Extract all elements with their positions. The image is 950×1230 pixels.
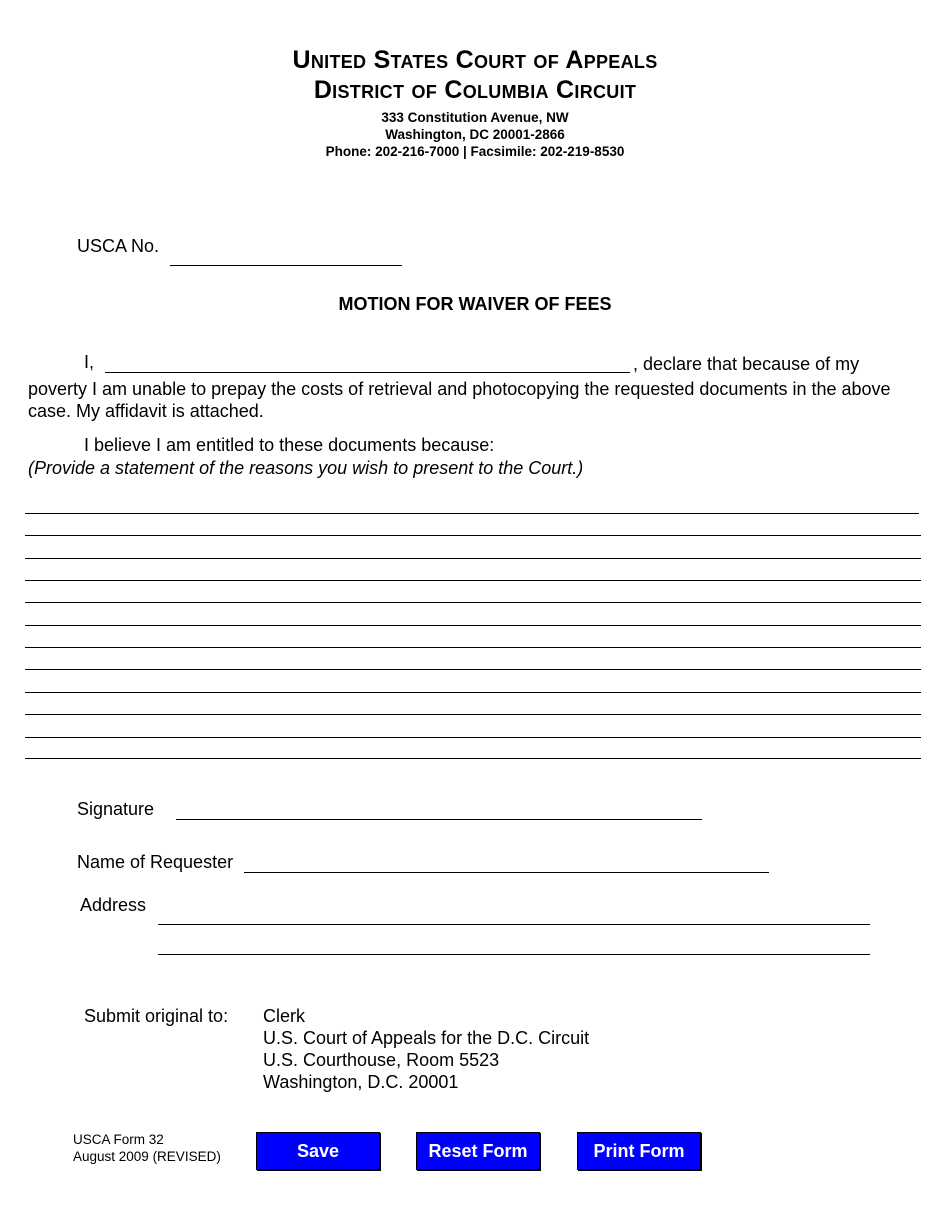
usca-no-field[interactable]: [170, 244, 402, 266]
signature-field[interactable]: [176, 819, 702, 820]
print-form-button[interactable]: Print Form: [577, 1132, 701, 1170]
reasons-textarea[interactable]: [25, 490, 921, 762]
declarant-name-field[interactable]: [105, 352, 630, 373]
form-number: USCA Form 32: [73, 1132, 164, 1147]
declaration-text: poverty I am unable to prepay the costs of retrieval and photocopying the requested documents in the above case. My affidavit is attached.: [28, 379, 891, 421]
declaration-suffix: , declare that because of my: [633, 354, 860, 374]
reason-line: [25, 602, 921, 603]
address-line2-field[interactable]: [158, 954, 870, 955]
reasons-intro: I believe I am entitled to these documents because:: [84, 435, 495, 455]
reason-line: [25, 513, 919, 514]
declaration-prefix: I,: [84, 352, 95, 372]
reason-line: [25, 625, 921, 626]
reset-form-button[interactable]: Reset Form: [416, 1132, 540, 1170]
court-city-address: Washington, DC 20001-2866: [385, 127, 565, 142]
court-name: United States Court of Appeals: [292, 46, 658, 74]
address-label: Address: [80, 895, 147, 915]
court-street-address: 333 Constitution Avenue, NW: [381, 110, 569, 125]
reason-line: [25, 669, 921, 670]
reason-line: [25, 558, 921, 559]
form-date: August 2009 (REVISED): [73, 1149, 221, 1164]
reason-line: [25, 647, 921, 648]
form-title: MOTION FOR WAIVER OF FEES: [338, 294, 612, 314]
reason-line: [25, 758, 921, 759]
reason-line: [25, 714, 921, 715]
reason-line: [25, 535, 921, 536]
reasons-instruction: (Provide a statement of the reasons you wish to present to the Court.): [28, 458, 584, 478]
requester-name-field[interactable]: [244, 872, 769, 873]
usca-no-label: USCA No.: [77, 236, 160, 256]
requester-label: Name of Requester: [77, 852, 234, 872]
reason-line: [25, 692, 921, 693]
signature-label: Signature: [77, 799, 155, 819]
address-line1-field[interactable]: [158, 924, 870, 925]
court-phone-fax: Phone: 202-216-7000 | Facsimile: 202-219-8530: [325, 144, 625, 159]
reason-line: [25, 737, 921, 738]
city-line: Washington, D.C. 20001: [263, 1072, 459, 1092]
court-line: U.S. Court of Appeals for the D.C. Circuit: [263, 1028, 590, 1048]
clerk-line: Clerk: [263, 1006, 306, 1026]
submit-label: Submit original to:: [84, 1006, 229, 1026]
save-button[interactable]: Save: [256, 1132, 380, 1170]
courthouse-line: U.S. Courthouse, Room 5523: [263, 1050, 500, 1070]
reason-line: [25, 580, 921, 581]
circuit-name: District of Columbia Circuit: [313, 76, 637, 104]
